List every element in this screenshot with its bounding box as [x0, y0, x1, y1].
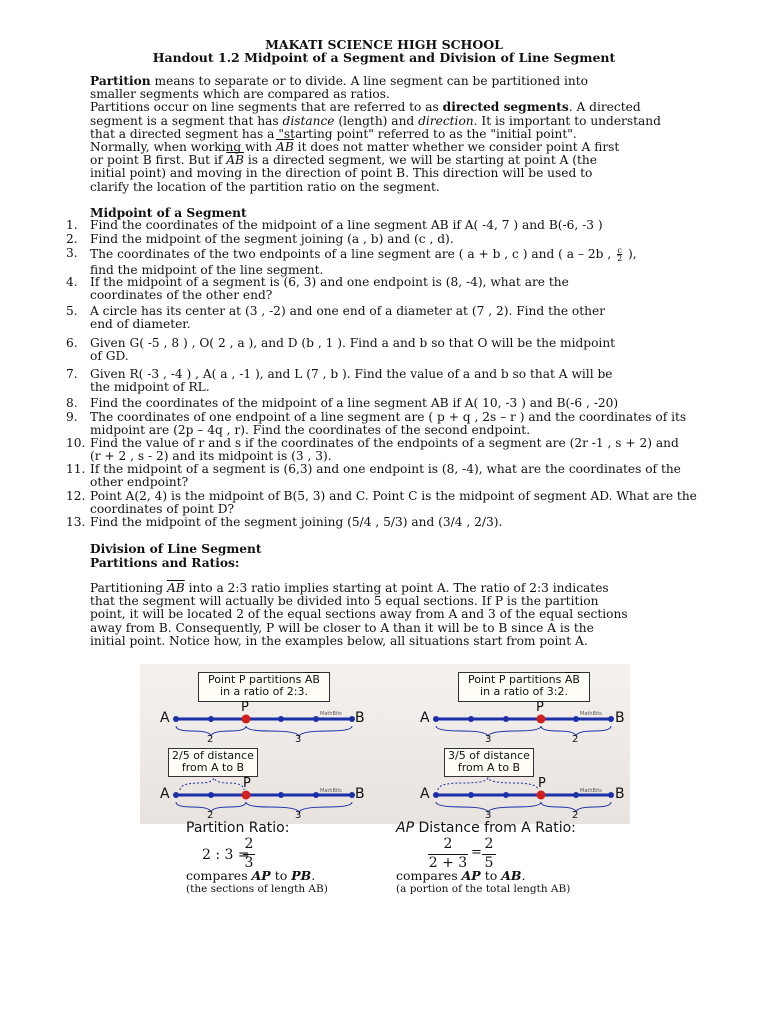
label-a: A: [420, 786, 430, 802]
problem-number: 5.: [66, 304, 78, 318]
list-item: [90, 411, 755, 437]
problem-number: 1.: [66, 218, 78, 232]
problem-line: Find the midpoint of the segment joining (a , b) and (c , d).: [90, 232, 454, 246]
label-b: B: [355, 710, 365, 726]
list-item: [90, 247, 755, 277]
problem-number: 8.: [66, 396, 78, 410]
segment-ab: $\overline{AB}$: [276, 140, 294, 155]
division-heading: Division of Line Segment: [90, 542, 262, 556]
label-a: A: [160, 786, 170, 802]
segment-ab: $\overline{AB}$: [166, 581, 185, 595]
list-item: [90, 516, 755, 529]
left-compares: compares AP to PB.: [186, 868, 316, 883]
label-p: P: [243, 776, 251, 791]
problem-line: Find the coordinates of the midpoint of a line segment AB if A( -4, 7 ) and B(-6, -3 ): [90, 218, 603, 232]
right-distance-box: 3/5 of distance from A to B: [444, 748, 534, 777]
right-ratio-box: Point P partitions $\overline{AB}$ in a ratio of 3:2.: [458, 672, 590, 702]
problem-number: 13.: [66, 515, 86, 529]
partition-ratio-caption: Partition Ratio:: [186, 820, 290, 836]
left-distance-box: 2/5 of distance from A to B: [168, 748, 258, 777]
problem-line: A circle has its center at (3 , -2) and one end of a diameter at (7 , 2). Find the other: [90, 304, 606, 318]
problem-line: (r + 2 , s - 2) and its midpoint is (3 , 3).: [90, 449, 332, 464]
problem-line: Point A(2, 4) is the midpoint of B(5, 3) and C. Point C is the midpoint of segment AD. What are the: [90, 489, 697, 503]
label-p: P: [241, 700, 249, 715]
problem-line: Find the midpoint of the segment joining (5/4 , 5/3) and (3/4 , 2/3).: [90, 515, 503, 529]
left-eq-lhs: 2 : 3 =: [202, 847, 250, 863]
problem-line: If the midpoint of a segment is (6, 3) and one endpoint is (8, -4), what are the: [90, 275, 569, 289]
label-b: B: [615, 786, 625, 802]
problem-line: Find the value of r and s if the coordinates of the endpoints of a segment are (2r -1 , s + 2) and: [90, 436, 679, 450]
problem-line: coordinates of point D?: [90, 502, 235, 517]
division-paragraph: Partitioning $\overline{AB}$ into a 2:3 ratio implies starting at point A. The ratio of 2:3 indicates that the segment will actually be divided into 5 equal sections. If P is the partition point, it will be located 2 of the equal sections away from A and 3 of the equal sections away from B. Consequently, P will be closer to A than it will be to B since A is the initial point. Notice how, in the examples below, all situations start from point A.: [90, 581, 628, 648]
list-item: [90, 397, 755, 410]
right-top-segment: [433, 715, 614, 737]
label-b: B: [355, 786, 365, 802]
watermark: MathBits: [580, 788, 602, 794]
label-a: A: [420, 710, 430, 726]
left-bottom-segment: [173, 778, 355, 812]
handout-title: Handout 1.2 Midpoint of a Segment and Division of Line Segment: [152, 50, 616, 65]
problem-number: 4.: [66, 275, 78, 289]
problem-line: If the midpoint of a segment is (6,3) and one endpoint is (8, -4), what are the coordinates of the: [90, 462, 681, 476]
problem-line: Find the coordinates of the midpoint of a line segment AB if A( 10, -3 ) and B(-6 , -20): [90, 396, 619, 410]
list-item: [90, 490, 755, 516]
watermark: MathBits: [320, 711, 342, 717]
left-note: (the sections of length AB): [186, 883, 328, 895]
list-item: [90, 305, 755, 331]
problem-number: 9.: [66, 410, 78, 424]
problem-number: 10.: [66, 436, 86, 450]
problem-line: Given R( -3 , -4 ) , A( a , -1 ), and L (7 , b ). Find the value of a and b so that A will be: [90, 367, 613, 381]
list-item: [90, 276, 755, 302]
problem-number: 12.: [66, 489, 86, 503]
problem-number: 2.: [66, 232, 78, 246]
list-item: [90, 368, 755, 394]
list-item: [90, 219, 755, 232]
problem-number: 7.: [66, 367, 78, 381]
problem-line: The coordinates of the two endpoints of a line segment are ( a + b , c ) and ( a – 2b , $\frac{c}{2}$ ),: [90, 246, 637, 263]
watermark: MathBits: [320, 788, 342, 794]
left-top-segment: [173, 715, 355, 737]
watermark: MathBits: [580, 711, 602, 717]
partition-figure: Point P partitions $\overline{AB}$ in a ratio of 2:3. Point P partitions $\overline{AB}$ in a ratio of 3:2. A B P MathBits 2 3 A B P MathBits 3 2 2/5 of distance from A to B 3/5 of distance from A to B A B P MathBits 2 3 A B P MathBits 3 2 Partition Ratio: AP Distance from A Ratio: 2 : 3 = 2 3 2 2 + 3 = 2 5 compares AP to PB. (the sections of length AB) compares AP to AB. (a portion of the total length AB): [140, 664, 630, 904]
right-note: (a portion of the total length AB): [396, 883, 571, 895]
problem-line: of GD.: [90, 349, 129, 364]
right-compares: compares AP to AB.: [396, 868, 526, 883]
label-a: A: [160, 710, 170, 726]
right-bottom-segment: [433, 778, 614, 812]
problem-line: find the midpoint of the line segment.: [90, 263, 324, 277]
ap-distance-caption: AP Distance from A Ratio:: [396, 820, 576, 836]
problem-line: midpoint are (2p – 4q , r). Find the coordinates of the second endpoint.: [90, 423, 531, 438]
problem-number: 11.: [66, 462, 86, 476]
problem-number: 3.: [66, 246, 78, 260]
segment-ab: $\overline{AB}$: [226, 153, 245, 168]
problem-number: 6.: [66, 336, 78, 350]
partitions-heading: Partitions and Ratios:: [90, 556, 240, 570]
label-p: P: [538, 776, 546, 791]
problem-line: other endpoint?: [90, 475, 189, 490]
left-ratio-box: Point P partitions $\overline{AB}$ in a ratio of 2:3.: [198, 672, 330, 702]
intro-paragraph: Partition means to separate or to divide. A line segment can be partitioned into smaller segments which are compared as ratios. Partitions occur on line segments that are referred to as directed segments. A directed segment is a segment that has distance (length) and direction. It is important to understand that a directed segment has a "starting point" referred to as the "initial point". Normally, when working with $\overline{AB}$ it does not matter whether we consider point A first or point B first. But if $\overline{AB}$ is a directed segment, we will be starting at point A (the initial point) and moving in the direction of point B. This direction will be used to clarify the location of the partition ratio on the segment.: [90, 74, 661, 194]
problem-line: the midpoint of RL.: [90, 380, 210, 395]
list-item: [90, 337, 755, 363]
school-name: MAKATI SCIENCE HIGH SCHOOL: [265, 37, 503, 52]
problem-line: Given G( -5 , 8 ) , O( 2 , a ), and D (b , 1 ). Find a and b so that O will be the midpoint: [90, 336, 616, 350]
list-item: [90, 463, 755, 489]
problem-line: The coordinates of one endpoint of a line segment are ( p + q , 2s – r ) and the coordinates of its: [90, 410, 687, 424]
list-item: [90, 437, 755, 463]
fraction-c-over-2: $\frac{c}{2}$: [617, 246, 623, 263]
partition-term: Partition: [90, 74, 151, 88]
midpoint-heading: Midpoint of a Segment: [90, 206, 247, 220]
problem-line: end of diameter.: [90, 317, 191, 332]
list-item: [90, 233, 755, 246]
label-b: B: [615, 710, 625, 726]
label-p: P: [536, 700, 544, 715]
problem-line: coordinates of the other end?: [90, 288, 273, 303]
